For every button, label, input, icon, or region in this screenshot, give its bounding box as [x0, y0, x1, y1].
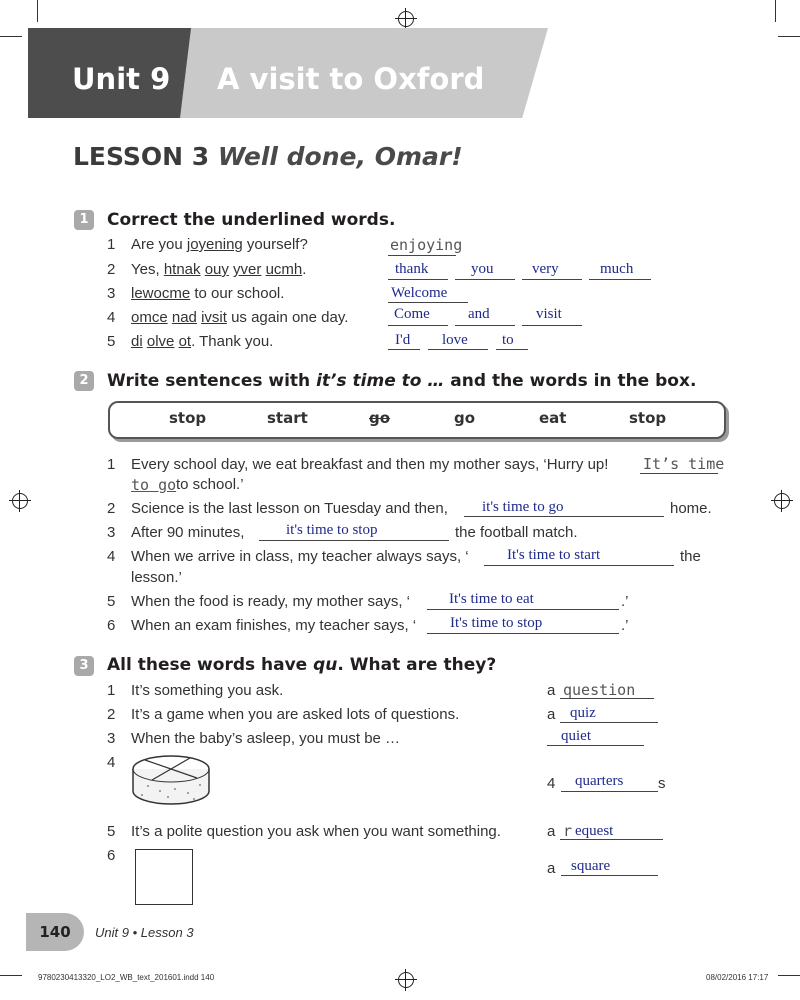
- footer-label: Unit 9 • Lesson 3: [95, 925, 194, 940]
- answer-text: I'd: [395, 332, 411, 348]
- lesson-subtitle: Well done, Omar!: [217, 142, 463, 171]
- registration-mark-icon: [774, 493, 790, 509]
- registration-mark-icon: [398, 972, 414, 988]
- print-slug: 9780230413320_LO2_WB_text_201601.indd 140: [38, 973, 215, 982]
- answer-prefix: a: [547, 682, 556, 699]
- word-box-item: stop: [629, 409, 667, 427]
- question-number: 5: [107, 593, 116, 610]
- question-text: home.: [670, 500, 712, 517]
- question-number: 1: [107, 682, 116, 699]
- answer-text: Come: [394, 306, 430, 322]
- exercise-number: 1: [74, 210, 94, 230]
- page-number: 140: [26, 913, 84, 951]
- question-number: 5: [107, 333, 116, 350]
- question-text: .’: [621, 617, 629, 634]
- question-number: 1: [107, 456, 116, 473]
- question-text: omce nad ivsit us again one day.: [131, 309, 349, 326]
- question-text: to school.’: [176, 476, 244, 493]
- question-number: 2: [107, 706, 116, 723]
- question-number: 3: [107, 524, 116, 541]
- word-box-item: start: [267, 409, 308, 427]
- question-text: When the food is ready, my mother says, ‘: [131, 593, 411, 610]
- answer-text: It's time to eat: [449, 591, 534, 607]
- question-number: 3: [107, 285, 116, 302]
- exercise-number: 2: [74, 371, 94, 391]
- answer-text: thank: [395, 261, 429, 277]
- example-answer: question: [563, 681, 636, 699]
- answer-prefix: 4: [547, 775, 556, 792]
- unit-title: A visit to Oxford: [217, 62, 485, 96]
- question-text: Science is the last lesson on Tuesday and then,: [131, 500, 448, 517]
- cake-picture: [130, 753, 212, 809]
- example-answer: It’s time: [643, 455, 725, 473]
- answer-text: quiz: [570, 705, 596, 721]
- answer-text: It's time to start: [507, 547, 601, 563]
- question-number: 6: [107, 847, 116, 864]
- exercise-title: Write sentences with it’s time to … and the words in the box.: [107, 371, 697, 391]
- answer-text: it's time to stop: [286, 522, 378, 538]
- answer-text: and: [468, 306, 490, 322]
- question-text: the football match.: [455, 524, 578, 541]
- crop-mark: [0, 975, 22, 976]
- question-text: .’: [621, 593, 629, 610]
- question-text: When the baby’s asleep, you must be …: [131, 730, 401, 747]
- answer-suffix: s: [658, 775, 666, 792]
- answer-text: equest: [575, 823, 614, 839]
- answer-text: quiet: [561, 728, 591, 744]
- answer-text: quarters: [575, 773, 624, 789]
- unit-label: Unit 9: [72, 62, 171, 96]
- question-text: lewocme to our school.: [131, 285, 285, 302]
- question-text: lesson.’: [131, 569, 182, 586]
- question-text: After 90 minutes,: [131, 524, 245, 541]
- crop-mark: [37, 0, 38, 22]
- word-box-item: stop: [169, 409, 207, 427]
- question-number: 2: [107, 261, 116, 278]
- lesson-title: [73, 142, 463, 171]
- question-text: di olve ot. Thank you.: [131, 333, 274, 350]
- answer-text: visit: [536, 306, 562, 322]
- crop-mark: [0, 36, 22, 37]
- question-number: 4: [107, 548, 116, 565]
- answer-prefix: a: [547, 823, 556, 840]
- answer-text: to: [502, 332, 514, 348]
- question-text: When we arrive in class, my teacher always says, ‘: [131, 548, 469, 565]
- word-box-item: go: [454, 409, 476, 427]
- example-answer: to go: [131, 476, 177, 494]
- question-text: Yes, htnak ouy yver ucmh.: [131, 261, 307, 278]
- print-date: 08/02/2016 17:17: [706, 973, 769, 982]
- question-text: the: [680, 548, 701, 565]
- answer-text: Welcome: [391, 285, 448, 301]
- exercise-number: 3: [74, 656, 94, 676]
- answer-text: square: [571, 858, 611, 874]
- question-number: 4: [107, 309, 116, 326]
- lesson-label: LESSON 3: [73, 142, 210, 171]
- word-box-item: eat: [539, 409, 567, 427]
- registration-mark-icon: [12, 493, 28, 509]
- answer-prefix: a: [547, 706, 556, 723]
- word-box-item-crossed: go: [369, 409, 391, 427]
- answer-prefix: a: [547, 860, 556, 877]
- answer-text: love: [442, 332, 468, 348]
- question-text: It’s a game when you are asked lots of questions.: [131, 706, 460, 723]
- question-text: It’s a polite question you ask when you want something.: [131, 823, 501, 840]
- question-number: 4: [107, 754, 116, 771]
- question-text: Are you joyening yourself?: [131, 236, 308, 253]
- crop-mark: [778, 36, 800, 37]
- question-number: 1: [107, 236, 116, 253]
- crop-mark: [778, 975, 800, 976]
- question-text: It’s something you ask.: [131, 682, 284, 699]
- question-number: 5: [107, 823, 116, 840]
- question-number: 6: [107, 617, 116, 634]
- answer-text: very: [532, 261, 559, 277]
- question-text: When an exam finishes, my teacher says, ‘: [131, 617, 417, 634]
- exercise-title: All these words have qu. What are they?: [107, 655, 497, 675]
- answer-text: you: [471, 261, 494, 277]
- crop-mark: [775, 0, 776, 22]
- answer-text: It's time to stop: [450, 615, 543, 631]
- question-number: 2: [107, 500, 116, 517]
- question-text: Every school day, we eat breakfast and then my mother says, ‘Hurry up!: [131, 456, 609, 473]
- example-answer: r: [563, 822, 573, 840]
- example-answer: enjoying: [390, 236, 463, 254]
- answer-text: much: [600, 261, 634, 277]
- answer-text: it's time to go: [482, 499, 564, 515]
- registration-mark-icon: [398, 11, 414, 27]
- question-number: 3: [107, 730, 116, 747]
- exercise-title: Correct the underlined words.: [107, 210, 396, 230]
- square-picture: [135, 849, 193, 905]
